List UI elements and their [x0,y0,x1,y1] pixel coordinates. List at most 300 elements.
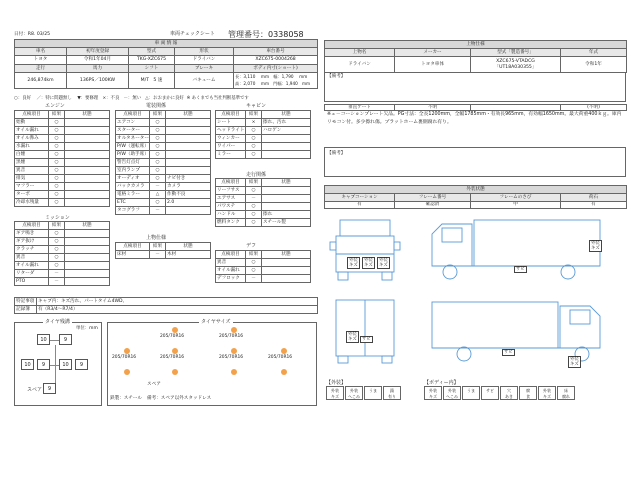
engine-item-state [65,119,110,127]
other-remarks-box [324,147,626,177]
mission-item-result: ○ [49,230,65,238]
engine-item-name: 始動 [15,119,49,127]
electric-item-name: ETC [116,199,150,207]
body-legend-cell: サビ [481,386,499,400]
mission-item-name: ギア抜け [15,238,49,246]
running-item-name: 燃料タンク [216,219,246,227]
engine-item-result: ○ [49,183,65,191]
axle-line-rear [50,365,59,366]
diff-title: デフ [246,243,257,249]
cabin-item-state: ハロゲン [262,127,311,135]
engine-item-name: オイル漏れ [15,127,49,135]
mission-item-result: ○ [49,238,65,246]
engine-item-state [65,175,110,183]
cabin-item-name: ワイパー [216,143,246,151]
body-legend-cell: 外装 へこみ [443,386,461,400]
running-row [216,203,311,211]
tire-size-wheel: 鉄製：スチール [110,396,142,401]
exterior-legend-cell: 外装 へこみ [345,386,363,400]
tire-groove-front-right: 9 [59,334,72,345]
electric-item-result: ○ [150,143,166,151]
cabin-item-result: × [246,119,262,127]
engine-item-state [65,199,110,207]
running-row [216,211,311,219]
equipment-table [115,242,211,259]
body-legend [424,386,576,400]
mission-col-item: 点検項目 [15,222,49,230]
appearance-col-frame: フレーム番号 [395,194,471,202]
electric-item-state: 作動不良 [166,191,211,199]
cabin-item-state [262,143,311,151]
control-number-value: 0338058 [268,30,304,39]
mark-front-scratch-2: 外装 キズ [364,258,373,268]
mark-side-rust: サビ [516,267,525,272]
tire-groove-spare: 9 [43,383,56,394]
truck-front-diagram [326,214,404,284]
mission-row [15,254,110,262]
diff-item-state [262,267,311,275]
running-item-result: － [246,195,262,203]
engine-item-name: 異音 [15,167,49,175]
engine-item-name: 冷却水残量 [15,199,49,207]
tire-size-marker-front-right [231,327,237,333]
electric-item-state [166,207,211,215]
special-notes [14,297,318,314]
mission-row [15,262,110,270]
electric-item-result: ○ [150,167,166,175]
exterior-legend-cell: うま [364,386,382,400]
running-col-result: 結果 [246,179,262,187]
legend-ng: ×：不良 [102,96,120,101]
col-chassis: 車台番号 [234,48,318,56]
mission-item-name: リターダ [15,270,49,278]
electric-item-result: ○ [150,119,166,127]
electric-item-state [166,159,211,167]
engine-item-result: ○ [49,159,65,167]
upper-col-name: 上物名 [325,49,395,57]
electric-item-name: 電格ミラー [116,191,150,199]
tire-size-marker-3 [231,348,237,354]
engine-item-name: 白煙 [15,151,49,159]
engine-item-name: マフラー [15,183,49,191]
tire-size-marker-1 [124,348,130,354]
electric-row [116,207,211,215]
upper-remarks-label: 【備考】 [327,74,346,79]
electric-item-result: △ [150,191,166,199]
running-col-state: 状態 [262,179,311,187]
tire-groove-rear-right-inner: 10 [59,359,72,370]
mark-side-scratch: 外装 キズ [591,241,600,251]
electric-item-state [166,167,211,175]
diff-table [215,250,311,283]
horsepower: 136PS／100KW [67,73,129,89]
diff-col-state: 状態 [262,251,311,259]
mission-item-state [65,246,110,254]
engine-item-result: ○ [49,151,65,159]
col-body-dim: ボディ内寸(ショート) [234,65,318,73]
cabin-col-state: 状態 [262,111,311,119]
tire-center-line [55,345,56,383]
tire-groove-rear-left-outer: 10 [21,359,34,370]
record-book-text: 有（R3/4〜R7/4） [37,306,318,314]
electric-row [116,183,211,191]
body-legend-cell: 腐 食 [519,386,537,400]
engine-item-name: オイル滲み [15,135,49,143]
engine-item-result: ○ [49,135,65,143]
tire-size-marker-6 [172,369,178,375]
tire-size-rear-4: 205/70R16 [268,355,293,360]
running-item-name: エアサス [216,195,246,203]
engine-col-item: 点検項目 [15,111,49,119]
engine-row [15,183,110,191]
running-item-result: ○ [246,187,262,195]
engine-row [15,135,110,143]
running-item-state: 擦れ [262,211,311,219]
engine-item-name: 黒煙 [15,159,49,167]
col-mileage: 走行 [15,65,67,73]
tire-groove-rear-left-inner: 9 [37,359,50,370]
diff-item-result: ○ [246,259,262,267]
engine-item-result: ○ [49,199,65,207]
diff-row [216,267,311,275]
tire-size-panel [107,322,317,406]
vehicle-info-title: 車 両 情 報 [15,40,318,48]
shift-type: M/T [140,77,149,83]
diff-item-name: オイル漏れ [216,267,246,275]
cabin-item-name: ヘッドライト [217,127,245,133]
electric-item-name: バックカメラ [116,183,150,191]
upper-model: XZC675-VTADCG 「UT18A030355」 [471,57,561,73]
body-legend-title: 【ボディー内】 [424,380,459,386]
gate-value-2: (不明) [561,105,627,111]
tire-size-marker-front-left [172,327,178,333]
cabin-col-item: 点検項目 [216,111,246,119]
upper-col-year: 年式 [561,49,627,57]
body-legend-cell: うま [462,386,480,400]
running-row [216,219,311,227]
shift [129,73,175,89]
appearance-rust: 中 [471,202,561,209]
body-legend-cell: 床 腐れ [557,386,575,400]
tire-size-rear-1: 205/70R16 [112,355,137,360]
electric-row [116,143,211,151]
tire-size-remarks-label: 備考： [147,396,161,401]
mission-item-result: ○ [49,246,65,254]
body-legend-cell: 外装 キズ [424,386,442,400]
diff-item-state [262,259,311,267]
exterior-legend-title: 【外装】 [326,380,347,386]
engine-item-state [65,127,110,135]
diff-item-result: ○ [246,267,262,275]
appearance-col-cab: キャブコーション [325,194,395,202]
electric-item-name: エアコン [116,119,150,127]
electric-row [116,159,211,167]
body-shape: ドライバン [175,56,234,65]
legend-fault: ▼：要修理 [77,96,99,101]
upper-col-model: 型式「製造番号」 [471,49,561,57]
engine-table [14,110,110,207]
appearance-title: 外装状態 [325,186,627,194]
mission-item-state [65,270,110,278]
axle-line-front [50,340,59,341]
engine-row [15,119,110,127]
sheet-title: 車両チェックシート [170,31,215,37]
mission-col-state: 状態 [65,222,110,230]
mission-item-name: オイル漏れ [15,262,49,270]
body-dim-line1: 長：3,110 mm 幅：1,790 mm [235,74,308,80]
mission-title: ミッション [45,215,70,221]
exterior-legend-cell: 外装 キズ [326,386,344,400]
upper-remarks-text: ※ュ－コーションプレート欠品。PG寸法：全長1200mm，全幅1785mm・有効長965mm，有効幅1650mm。最大荷重400ｋｇ。庫内リモコン付。多少擦れ傷。プラットホーム裏側腐れ有り。 [327,112,622,126]
appearance-stone: 有 [561,202,627,209]
tire-groove-unit: 単位：mm [76,326,98,331]
electric-row [116,119,211,127]
tire-size-marker-4 [281,348,287,354]
mission-item-name: PTO [15,278,49,286]
electric-row [116,191,211,199]
col-model: 型式 [129,48,175,56]
vehicle-info-table [14,39,318,89]
upper-remarks-box [324,72,626,102]
electric-item-name: 室内ランプ [116,167,150,175]
engine-title: エンジン [45,103,65,109]
electric-item-result: ○ [150,151,166,159]
running-item-result: ○ [246,211,262,219]
equipment-col-result: 結果 [150,243,166,251]
equipment-col-state: 状態 [166,243,211,251]
electric-item-name: オルタネーター [117,135,149,141]
cabin-item-result: ○ [246,135,262,143]
engine-col-state: 状態 [65,111,110,119]
tire-size-remarks-text: スペア以外スタッドレス [160,396,212,401]
engine-col-result: 結果 [49,111,65,119]
mileage: 246,874km [15,73,67,89]
mission-item-state [65,238,110,246]
brake-type: バキューム [175,73,234,89]
engine-item-state [65,159,110,167]
running-item-name: パワステ [216,203,246,211]
cabin-title: キャビン [246,103,267,109]
electric-item-name: 警告灯点灯 [116,159,150,167]
electric-row [116,151,211,159]
vehicle-name: トヨタ [15,56,67,65]
electric-item-name: P/W（助手席） [117,151,149,157]
tire-size-remarks [147,395,211,401]
mission-item-result: － [49,270,65,278]
diff-col-item: 点検項目 [216,251,246,259]
electric-item-result: － [150,183,166,191]
col-shape: 形状 [175,48,234,56]
electric-row [116,199,211,207]
cabin-col-result: 結果 [246,111,262,119]
truck-rear-diagram [326,296,404,366]
control-number-label: 管理番号： [228,30,268,39]
electric-item-state [166,135,211,143]
electric-title: 電装関係 [146,103,167,109]
electric-col-state: 状態 [166,111,211,119]
electric-item-name: オーディオ [116,175,150,183]
electric-item-result: ○ [150,175,166,183]
equipment-title: 上物仕様 [146,235,167,241]
engine-item-result: ○ [49,191,65,199]
running-item-state [262,203,311,211]
gate-label: 垂直ゲート [325,105,395,111]
diff-item-state [262,275,311,283]
electric-item-state [166,143,211,151]
model-code: TKG-XZC675 [129,56,175,65]
electric-item-state [166,151,211,159]
electric-item-name: P/W（運転席） [117,143,149,149]
engine-item-name: ターボ [15,191,49,199]
diff-item-result: － [246,275,262,283]
electric-item-name: タコグラフ [116,207,150,215]
tire-size-rear-3: 205/70R16 [219,355,244,360]
cabin-item-name: ウィンカー [216,135,246,143]
body-dim-line2: 高：2,070 mm 門幅：1,940 mm [235,80,311,86]
running-item-name: ハンドル [216,211,246,219]
electric-item-name: スターター [116,127,150,135]
tire-size-spare-label: スペア [147,382,161,387]
running-item-name: リーフサス [216,187,246,195]
upper-spec-table [324,40,627,73]
legend-note: △：おおまかに良好 [145,96,184,101]
diff-row [216,259,311,267]
tire-size-marker-8 [281,369,287,375]
engine-item-result: ○ [49,127,65,135]
running-item-result: ○ [246,219,262,227]
mission-row [15,246,110,254]
engine-item-state [65,143,110,151]
engine-row [15,159,110,167]
tire-groove-title: タイヤ残溝 [45,319,70,325]
running-item-state: スチール製 [262,219,311,227]
engine-item-result: ○ [49,119,65,127]
engine-item-name: 排気 [15,175,49,183]
legend-good: ○：良好 [14,96,32,101]
electric-row [116,167,211,175]
exterior-legend-cell: 錆 有り [383,386,401,400]
running-col-item: 点検項目 [216,179,246,187]
cabin-item-result: ○ [246,143,262,151]
diff-col-result: 結果 [246,251,262,259]
col-hp: 馬力 [67,65,129,73]
mission-item-state [65,254,110,262]
appearance-cab: 有 [325,202,395,209]
appearance-col-rust: フレームのさび [471,194,561,202]
tire-size-front-right: 205/70R16 [219,334,244,339]
equipment-item-state: 木材 [166,251,211,259]
engine-row [15,199,110,207]
mark-side-right-scratch: 外装 キズ [570,357,579,367]
electric-item-result: ○ [150,127,166,135]
shift-speeds: 5 速 [153,77,163,83]
upper-year: 令和1年 [561,57,627,73]
tire-groove-front-left: 10 [37,334,50,345]
upper-col-maker: メーカー [395,49,471,57]
running-item-state [262,195,311,203]
cabin-row [216,151,311,159]
col-first-reg: 初年度登録 [67,48,129,56]
appearance-frame: 確認済 [395,202,471,209]
engine-item-result: ○ [49,175,65,183]
running-item-result: ○ [246,203,262,211]
running-table [215,178,311,227]
legend-row [14,95,314,101]
mission-row [15,270,110,278]
record-book-label: 記録簿 [15,306,37,314]
electric-item-result: ○ [150,199,166,207]
cabin-item-state: 擦れ、汚れ [262,119,311,127]
tire-size-marker-7 [231,369,237,375]
mission-row [15,278,110,286]
engine-row [15,127,110,135]
engine-item-result: ○ [49,167,65,175]
legend-caveat: ※ あくまでも当社判断基準です [186,96,249,101]
upper-maker: トヨタ車体 [395,57,471,73]
mission-item-result: ○ [49,262,65,270]
mission-item-name: 異音 [15,254,49,262]
engine-item-state [65,191,110,199]
engine-item-state [65,167,110,175]
chassis-number: XZC675-0004268 [234,56,318,65]
engine-item-name: 水漏れ [15,143,49,151]
col-brake: ブレーキ [175,65,234,73]
mission-table [14,221,110,286]
mission-item-result: ○ [49,254,65,262]
cabin-item-state [262,135,311,143]
electric-item-state [166,127,211,135]
electric-item-state: 2.0 [166,199,211,207]
diff-item-name: 異音 [216,259,246,267]
cabin-item-result: ○ [246,127,262,135]
mark-rear-rust: サビ [362,337,371,342]
mission-item-result: － [49,278,65,286]
electric-item-result: ○ [150,159,166,167]
running-row [216,195,311,203]
special-notes-text: キャブ内：キズ汚れ、パートタイム4WD、 [37,298,318,306]
equipment-item-result: － [150,251,166,259]
engine-row [15,143,110,151]
mission-row [15,238,110,246]
electric-item-state [166,119,211,127]
tire-groove-rear-right-outer: 9 [75,359,88,370]
electric-row [116,135,211,143]
equipment-col-item: 点検項目 [116,243,150,251]
first-registration: 令和1年04月 [67,56,129,65]
mission-item-name: ギア鳴き [15,230,49,238]
engine-item-state [65,183,110,191]
mark-rear-scratch: 外装 キズ [348,332,357,342]
mark-front-scratch-1: 外装 キズ [349,258,358,268]
mark-side-right-rust: サビ [504,350,513,355]
electric-item-result: ○ [150,135,166,143]
engine-row [15,151,110,159]
tire-size-front-left: 205/70R16 [160,334,185,339]
engine-row [15,191,110,199]
electric-col-item: 点検項目 [116,111,150,119]
electric-item-state: カメラ [166,183,211,191]
engine-row [15,167,110,175]
electric-item-result: － [150,207,166,215]
engine-item-state [65,135,110,143]
gate-table [324,104,627,111]
col-shift: シフト [129,65,175,73]
tire-size-rear-2: 205/70R16 [160,355,185,360]
tire-size-marker-2 [172,348,178,354]
upper-name: ドライバン [325,57,395,73]
mission-item-state [65,262,110,270]
cabin-table [215,110,311,159]
